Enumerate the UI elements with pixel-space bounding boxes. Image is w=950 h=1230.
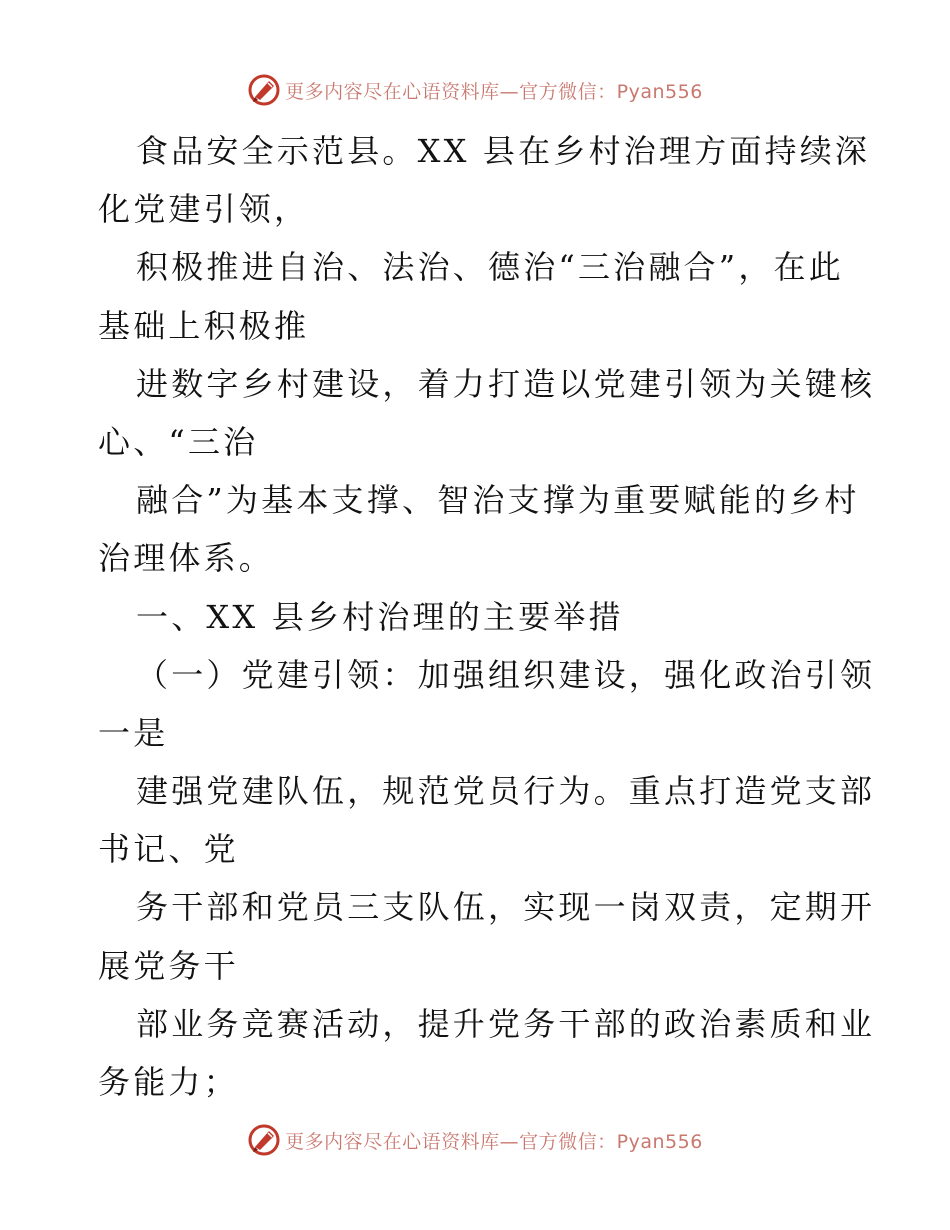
text-line: 进数字乡村建设，着力打造以党建引领为关键核: [136, 364, 876, 403]
text-line: （一）党建引领：加强组织建设，强化政治引领: [136, 655, 876, 694]
footer-watermark: [0, 1120, 950, 1160]
text-line: 融合”为基本支撑、智治支撑为重要赋能的乡村: [136, 481, 860, 520]
text-line: 务能力；: [98, 1063, 239, 1101]
text-line: 部业务竞赛活动，提升党务干部的政治素质和业: [136, 1004, 876, 1043]
text-line: 治理体系。: [98, 539, 275, 578]
pen-logo-icon: [247, 1123, 281, 1157]
document-body: [98, 122, 876, 1111]
pen-logo-icon: [247, 73, 281, 107]
text-line: 务干部和党员三支队伍，实现一岗双责，定期开: [136, 888, 876, 927]
text-line: 基础上积极推: [98, 306, 310, 345]
text-line: 展党务干: [98, 946, 239, 985]
text-line: 一、XX 县乡村治理的主要举措: [136, 597, 624, 636]
text-line: 食品安全示范县。XX 县在乡村治理方面持续深: [136, 132, 871, 170]
text-line: 书记、党: [98, 830, 239, 869]
text-line: 化党建引领，: [98, 190, 310, 229]
text-line: 积极推进自治、法治、德治“三治融合”，在此: [136, 248, 844, 287]
text-line: 一是: [98, 713, 169, 752]
watermark-text: 更多内容尽在心语资料库—官方微信：Pyan556: [285, 80, 703, 103]
watermark-text: 更多内容尽在心语资料库—官方微信：Pyan556: [285, 1130, 703, 1153]
text-line: 建强党建队伍，规范党员行为。重点打造党支部: [136, 772, 876, 811]
header-watermark: [0, 70, 950, 110]
text-line: 心、“三治: [98, 422, 259, 461]
